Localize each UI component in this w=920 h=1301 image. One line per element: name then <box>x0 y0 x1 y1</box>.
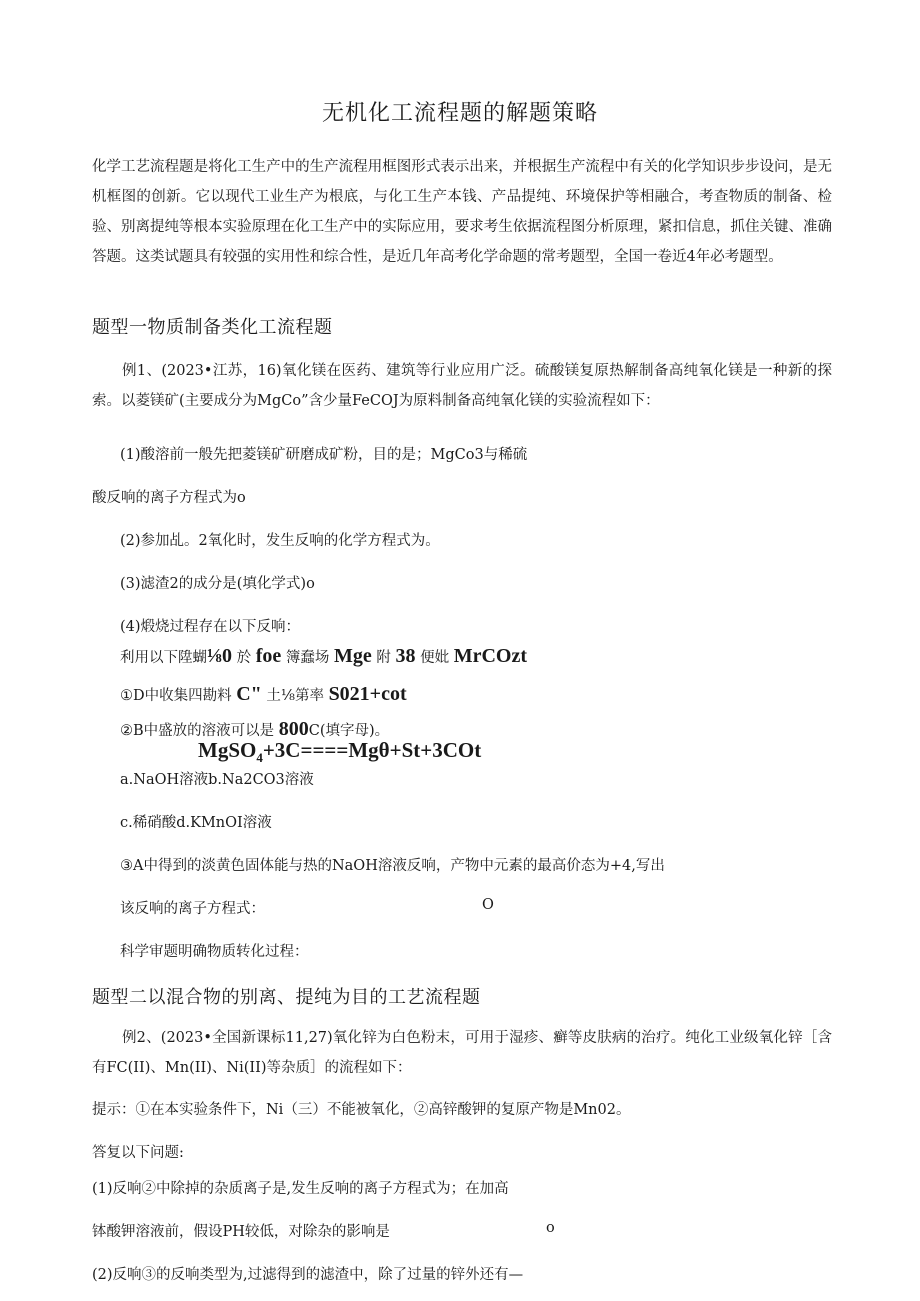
answer-intro: 答复以下问题: <box>92 1145 184 1161</box>
question4-3-line2: 该反响的离子方程式： <box>120 901 265 917</box>
question4-garbled-line1 <box>120 645 527 668</box>
garbled-text: 土⅛第率 <box>266 688 324 704</box>
garbled-bold: 800 <box>278 718 309 740</box>
section2-heading: 题型二以混合物的别离、提纯为目的工艺流程题 <box>92 987 481 1008</box>
formula-part: +3C====Mgθ+St+3COt <box>262 738 482 762</box>
hint-text: 提示：①在本实验条件下，Ni（三）不能被氧化，②高锌酸钾的复原产物是Mn02。 <box>92 1102 631 1118</box>
science-note: 科学审题明确物质转化过程： <box>120 944 309 960</box>
section1-heading: 题型一物质制备类化工流程题 <box>92 317 333 338</box>
question4-3-line1: ③A中得到的淡黄色固体能与热的NaOH溶液反响，产物中元素的最高价态为+4,写出 <box>120 858 665 874</box>
formula-part: MgSO <box>198 738 257 762</box>
page-title: 无机化工流程题的解题策略 <box>321 101 598 126</box>
garbled-text: C(填字母)。 <box>308 723 390 739</box>
garbled-text: 於 <box>236 650 252 666</box>
garbled-text: 便妣 <box>420 650 450 666</box>
garbled-bold: foe <box>255 645 282 667</box>
garbled-bold: MrCOzt <box>453 645 527 667</box>
garbled-bold: Mge <box>333 645 372 667</box>
example1-paragraph: 例1、(2023•江苏，16)氧化镁在医药、建筑等行业应用广泛。硫酸镁复原热解制备高纯氧化镁是一种新的探索。以菱镁矿(主要成分为MgCo”含少量FeCOJ为原料制备高纯氧化镁的实验流程如下： <box>92 363 832 409</box>
options-ab: a.NaOH溶液b.Na2CO3溶液 <box>120 772 314 788</box>
s2-question1-line2: 钵酸钾溶液前，假设PH较低，对除杂的影响是 <box>92 1224 390 1240</box>
question1-line1: (1)酸溶前一般先把菱镁矿研磨成矿粉，目的是；MgCo3与稀硫 <box>120 447 528 463</box>
question4-text: (4)煅烧过程存在以下反响： <box>120 619 301 635</box>
reaction-formula <box>198 738 481 766</box>
question1-line2: 酸反响的离子方程式为o <box>92 490 246 506</box>
garbled-bold: ⅛0 <box>207 645 232 667</box>
intro-paragraph: 化学工艺流程题是将化工生产中的生产流程用框图形式表示出来，并根据生产流程中有关的化学知识步步设问，是无机框图的创新。它以现代工业生产为根底，与化工生产本钱、产品提纯、环境保护等相融合，考查物质的制备、检验、别离提纯等根本实验原理在化工生产中的实际应用，要求考生依据流程图分析原理，紧扣信息，抓住关键、准确答题。这类试题具有较强的实用性和综合性，是近几年高考化学命题的常考题型，全国一卷近4年必考题型。 <box>92 159 832 265</box>
formula-subscript: 4 <box>256 750 263 766</box>
garbled-bold: 38 <box>395 645 416 667</box>
answer-blank-marker: O <box>482 897 494 913</box>
garbled-bold: C" <box>236 683 262 705</box>
question2-text: (2)参加乩。2氧化时，发生反响的化学方程式为。 <box>120 533 440 549</box>
garbled-text: 附 <box>376 650 391 666</box>
question3-text: (3)滤渣2的成分是(填化学式)o <box>120 576 315 592</box>
s2-question1-line1: (1)反响②中除掉的杂质离子是,发生反响的离子方程式为；在加高 <box>92 1181 509 1197</box>
options-cd: c.稀硝酸d.KMnOI溶液 <box>120 815 272 831</box>
garbled-bold: S021+cot <box>328 683 407 705</box>
question4-garbled-line2 <box>120 683 407 706</box>
example2-paragraph: 例2、(2023•全国新课标11,27)氧化锌为白色粉末，可用于湿疹、癣等皮肤病的治疗。纯化工业级氧化锌［含有FC(II)、Mn(II)、Ni(II)等杂质］的流程如下： <box>92 1030 832 1076</box>
garbled-text: 利用以下陞蝴 <box>120 650 207 666</box>
answer-blank-marker: o <box>546 1220 555 1236</box>
s2-question2-text: (2)反响③的反响类型为,过滤得到的滤渣中，除了过量的锌外还有— <box>92 1267 524 1283</box>
garbled-text: 簿蠢场 <box>285 650 330 666</box>
garbled-text: ②B中盛放的溶液可以是 <box>120 723 275 739</box>
garbled-text: ①D中收集四勘料 <box>120 688 232 704</box>
